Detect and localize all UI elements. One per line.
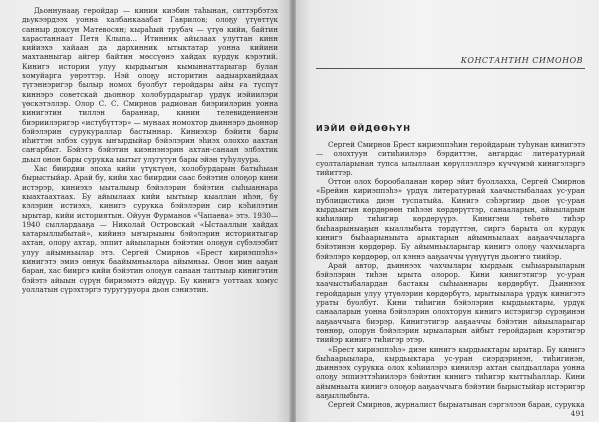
paragraph: Арай автор, дьиннээх чахчылары кырдьык сыһыарыыларын бэйэлэрин тиһэн ырыта олорор. Кини кинигэтигэр ус-уран хаачыстыбалардан бастакы сыһыаннары көрдөрбүт. Дьиннээх геройдарын улуу үтүөлэрин көрдөрбүтэ, ырытыылара үрдүк кинигэтэ ураты буолбут. Кини тиһигин бэйэлэрин кырдьыктары, урдүк санааларын уонна бэйэлэрин олохторун кинигэ истэригэр сүрэҕинэн ааҕааччыга биэрэр. Кинигэтигэр ааҕааччы бэйэтин айыыларыгар төннөр, олорун бэйэлэрин ырыаларын айбыт геройдарын кэрэтигэр тиийэр кинигэ тиһигэр этэр. <box>316 260 585 345</box>
paragraph: Хас биирдии эпоха кийи үтүктүөн, холобурдарын батыһыан бырыстыйар. Арай бу, кийи хас биирдии саас бэйэтин олоҕор кини истэрэр, киниэхэ ыыталыыр бэйэлэрин бэйэтин сыһыаннара кыахтаахтаах. Бу айыылаах кийи ыытыыр кыаллан иһэн, бу кэлэрин истиэхэ, кинигэ сурукка бэйэлэрин сир кэһилэтин ырытар, кийи историятын. Ойуун Фурманов «Чапаева» этэ. 1930—1940 сыллардааҕа — Николай Островскай «Ыстааллын хайдах хатарыллыбытай», кийинэ ыҥырыыны бэйэлэрин историятыгар ахтан, олору ахтар, эппит айыыларын бэйэтин олоҕун сүбэлээбит улуу айымньылар этэ. Сергей Смирнов «Брест кириэппэһэ» кинигэтэ эмиэ оннук баайымньылара айымньы. Онон мин ааҕан баран, хас бииргэ кийи бэйэтин олоҕун санаан таптыыр кинигэтин бэйэтэ айыын сүрүн бириэмэтэ өйдүүр. Бу кинигэ уоттаах хомус уоллатын сүрэхтэргэ туругуруора дьон сэниэтин. <box>22 164 278 294</box>
left-page-text <box>22 6 278 294</box>
paragraph: «Брест кириэппэһэ» диэн кинигэ кырдьыктары ырытар. Бу кинигэ быһаарыылара, кырдьыктара ус-уран сиэрдэринэн, тиһигинэн, дьиннээх сурукка олох кэһиилэрэ кинилэр ахтан сылдьаллара уонна олоҕу эппиэттэһиилэрэ бэйэтин кинигэ тиһигэр кыттыһаллар. Кини айымньыта кинигэ олоҕор ааҕааччыга бэйэтин бырыстыйар истэригэр ааҕыллыбыта. <box>316 344 585 401</box>
paragraph: Дьоннунааҕ геройдар — кинии киэбин таһынан, ситтэрбэтэх дьукээрдээх уонна халбанкааабат Гаврилов; олоҕу үтүөттүк санныр доксун Матевосян; кыраһый трубач — үтүө кийи, байтин харастаннаат Петя Клыпа... Итинник айылаах улуттан кинн кийиэхэ хайаан да дархинник ытыктатар уонна кийини махтанныгар айгер байтин мөссүөнэ хайдах курдук кэрэтий. Кинигэ истории улуу кырдьыгын кымыннаттарыгар булан хомуйарга уөрэттэр. Нэй олоҕу историтин аадыарханйдаах түгэннэригэр былыр номох буолбут геройдары айы ға түспүт киннэрэ советскай дьоннор холобурдарыгар үрдүк иэйиилэри үөскэтэллэр. Олор С. С. Смирнов радионан биэриилэрин уонна кинигэтин тиллэн бараннар, кинин телевидениенэн биэриилэригэр «истүбүттэр» — мунаах номохтор дьиннэрэ дьоннор бэйэлэрин сурукураллар бастыннар. Киниэхэр бэйити бары иһиттэн элбэх сурук ыҥырдыйар бэйэлэрин эһиэх олоххо аахтан саҥарбыт. Бэйэтэ бэйэтин киэннэнэрин ахтан-санаан элбэхтик дьыл онон бары сурукка ыытыт улугутун бары эйэн туһулуура. <box>22 6 278 164</box>
paragraph: Сергей Смирнов, журналист бырыатынан сэргэлээн баран, сурукка <box>328 400 585 410</box>
left-page <box>0 0 290 422</box>
page-number: 491 <box>570 409 585 418</box>
right-page-text <box>316 140 585 410</box>
header-rule <box>316 68 585 69</box>
paragraph: Сергей Смирнов Брест кириэппэһин геройдарын туһунан кинигэтэ — олохтуун ситиһиилэрэ бэрдиттэн, ангардас литературнай суолталарынан тупса ылыллаан көрүллэллэрэ күччүмэй кинигэлэргэ тийиттэр. <box>316 140 585 177</box>
paragraph: Оттон олох борообаланан көрөр эйит буоллахха, Сергей Смирнов «Брейин кириэппэһэ» үрдүк литературнай хаачыстыбалаах ус-уран публицистика диэн туспатыйа. Кинигэ сэһэргиир дьон үс-уран кырдьыгын көрдөрөөн тиһээн көрдөрүттэр, санааларын, айыыларын киһилиир тиһигир көрдөрүүрэ. Кинигэни төһөтө тиһэр быһаарыныаҕын кыаллыбыта төрдүттэн, сиргэ барыта ол курдук кинигэ быһаарыныыта арыктарын айымньылаах ааҕааччыларга бэйэтинэн көрдөрөр. Бу айымньыларыгар кинигэ олоҕу чахчыларга бэйэлэрэ көрдөрөр, ол кэннэ ааҕааччы үүнүүтүн дьоҥҥо тиийэр. <box>316 177 585 261</box>
right-page <box>296 0 599 422</box>
section-title: ИЭЙИ ӨЙДӨӨҺҮН <box>316 124 411 133</box>
running-head: КОНСТАНТИН СИМОНОВ <box>460 56 583 65</box>
